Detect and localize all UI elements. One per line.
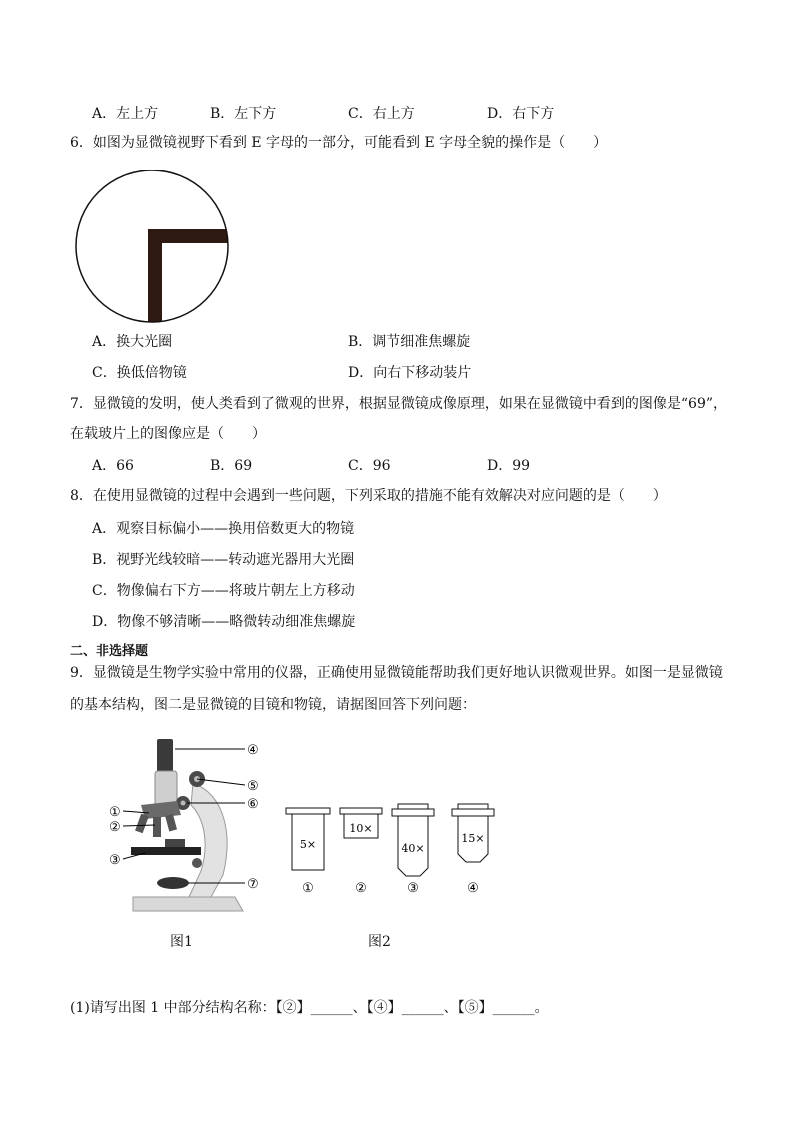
q7-option-c: C．96 xyxy=(348,458,391,474)
q8-option-a: A．观察目标偏小——换用倍数更大的物镜 xyxy=(92,521,355,537)
q6-option-c: C．换低倍物镜 xyxy=(92,365,187,381)
q5-option-b: B．左下方 xyxy=(210,106,277,122)
q7-stem-line2: 在载玻片上的图像应是（ ） xyxy=(70,426,266,442)
section-title: 二、非选择题 xyxy=(70,644,149,659)
lens-2-mark: 10× xyxy=(349,822,373,835)
lens-1-number: ① xyxy=(302,881,314,896)
microscope-base xyxy=(133,897,243,911)
objective-lens xyxy=(153,817,161,837)
stage-clip xyxy=(165,839,185,847)
objective-lens xyxy=(135,814,149,834)
q8-option-c: C．物像偏右下方——将玻片朝左上方移动 xyxy=(92,583,355,599)
q6-option-d: D．向右下移动装片 xyxy=(348,365,472,381)
objective-lens xyxy=(165,814,177,832)
microscope-arm xyxy=(189,783,227,897)
q5-option-a: A．左上方 xyxy=(92,106,159,122)
adjuster xyxy=(192,858,202,868)
q8-option-d: D．物像不够清晰——略微转动细准焦螺旋 xyxy=(92,614,356,630)
lens-1-mark: 5× xyxy=(299,838,317,851)
lens-2-number: ② xyxy=(355,881,367,896)
lens-eyepiece-5x xyxy=(286,808,330,896)
q8-stem: 8．在使用显微镜的过程中会遇到一些问题，下列采取的措施不能有效解决对应问题的是（ ） xyxy=(70,488,667,504)
q6-option-a: A．换大光圈 xyxy=(92,334,173,350)
fig1-label-7: ⑦ xyxy=(247,877,259,892)
q6-option-b: B．调节细准焦螺旋 xyxy=(348,334,471,350)
q7-stem-line1: 7．显微镜的发明，使人类看到了微观的世界，根据显微镜成像原理，如果在显微镜中看到的图像是“69”， xyxy=(70,396,728,412)
lens-3-mark: 40× xyxy=(401,842,425,855)
lens-eyepiece-10x xyxy=(340,808,382,896)
fig1-label-1: ① xyxy=(109,805,121,820)
mirror xyxy=(157,877,189,889)
q7-option-b: B．69 xyxy=(210,458,253,474)
figure1-caption: 图1 xyxy=(170,934,193,950)
fig1-label-4: ④ xyxy=(247,743,259,758)
fig1-label-3: ③ xyxy=(109,853,121,868)
q9-sub1: (1)请写出图 1 中部分结构名称：【②】______、【④】______、【⑤】______。 xyxy=(70,1000,549,1016)
lens-objective-40x xyxy=(392,804,434,896)
lens-4-mark: 15× xyxy=(461,832,485,845)
figure2-caption: 图2 xyxy=(368,934,391,950)
fig1-label-5: ⑤ xyxy=(247,779,259,794)
q7-option-d: D．99 xyxy=(487,458,531,474)
knob-center xyxy=(181,801,186,806)
figure2-lenses xyxy=(280,800,500,900)
q5-option-c: C．右上方 xyxy=(348,106,415,122)
q9-stem-line2: 的基本结构，图二是显微镜的目镜和物镜，请据图回答下列问题： xyxy=(70,697,476,713)
figure1-microscope xyxy=(105,735,270,915)
q7-option-a: A．66 xyxy=(92,458,134,474)
eyepiece xyxy=(157,739,173,775)
lens-4-number: ④ xyxy=(467,881,479,896)
q9-stem-line1: 9．显微镜是生物学实验中常用的仪器，正确使用显微镜能帮助我们更好地认识微观世界。如图一是显微镜 xyxy=(70,665,723,681)
q6-stem: 6．如图为显微镜视野下看到 E 字母的一部分，可能看到 E 字母全貌的操作是（ ） xyxy=(70,135,608,151)
lens-3-number: ③ xyxy=(407,881,419,896)
fig1-label-6: ⑥ xyxy=(247,797,259,812)
lens-objective-15x xyxy=(452,804,494,896)
q5-option-d: D．右下方 xyxy=(487,106,555,122)
q6-microscope-view-figure xyxy=(72,170,236,324)
q8-option-b: B．视野光线较暗——转动遮光器用大光圈 xyxy=(92,552,355,568)
fig1-label-2: ② xyxy=(109,820,121,835)
